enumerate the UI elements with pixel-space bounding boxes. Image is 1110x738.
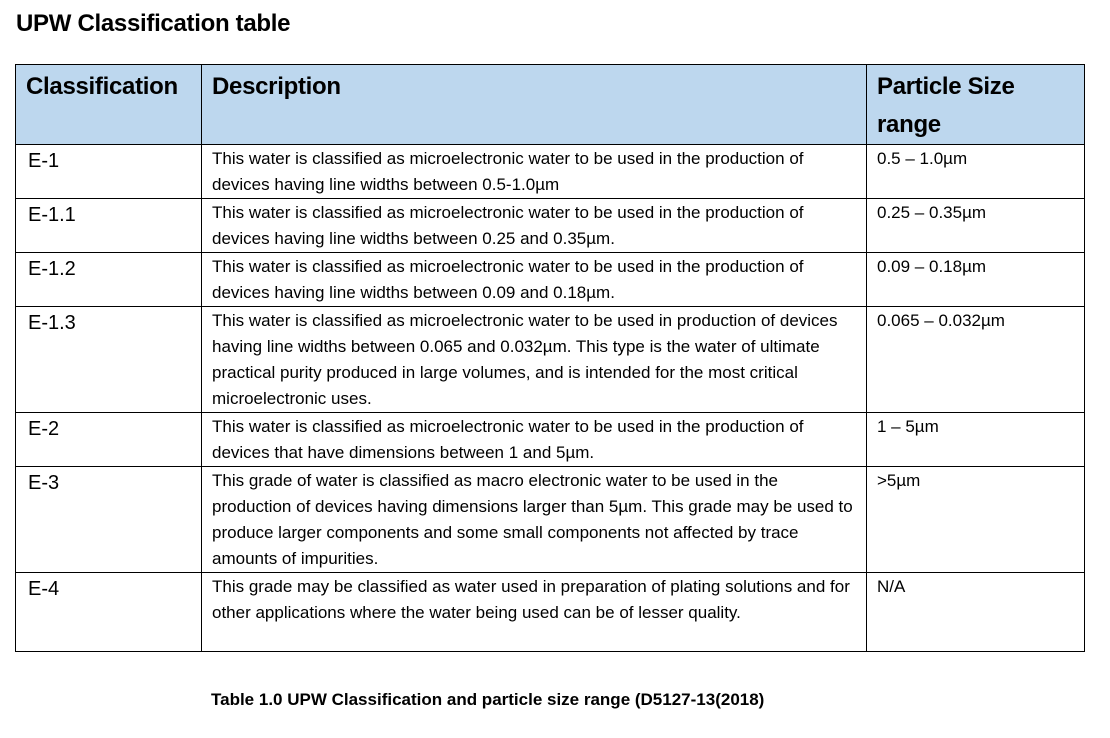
cell-particle-size: 0.25 – 0.35µm (867, 199, 1085, 253)
cell-description: This water is classified as microelectronic water to be used in the production of devices having line widths between 0.5-1.0µm (202, 145, 867, 199)
table-row (16, 413, 1085, 467)
cell-particle-size: N/A (867, 573, 1085, 652)
header-classification: Classification (16, 65, 202, 145)
cell-classification: E-1.2 (16, 253, 202, 307)
classification-table (15, 64, 1085, 652)
cell-description: This water is classified as microelectronic water to be used in the production of devices that have dimensions between 1 and 5µm. (202, 413, 867, 467)
page-title: UPW Classification table (16, 10, 291, 37)
cell-particle-size: 0.065 – 0.032µm (867, 307, 1085, 413)
cell-classification: E-1.1 (16, 199, 202, 253)
cell-classification: E-1 (16, 145, 202, 199)
cell-description: This water is classified as microelectronic water to be used in the production of devices having line widths between 0.25 and 0.35µm. (202, 199, 867, 253)
table-row (16, 145, 1085, 199)
table-caption: Table 1.0 UPW Classification and particle size range (D5127-13(2018) (211, 690, 765, 709)
cell-classification: E-4 (16, 573, 202, 652)
cell-description: This grade may be classified as water used in preparation of plating solutions and for other applications where the water being used can be of lesser quality. (202, 573, 867, 652)
cell-description: This grade of water is classified as macro electronic water to be used in the production of devices having dimensions larger than 5µm. This grade may be used to produce larger components and some small components not affected by trace amounts of impurities. (202, 467, 867, 573)
cell-particle-size: 0.09 – 0.18µm (867, 253, 1085, 307)
table-row (16, 573, 1085, 652)
cell-classification: E-3 (16, 467, 202, 573)
table-header-row (16, 65, 1085, 145)
cell-particle-size: 1 – 5µm (867, 413, 1085, 467)
table-row (16, 307, 1085, 413)
table-row (16, 199, 1085, 253)
cell-particle-size: 0.5 – 1.0µm (867, 145, 1085, 199)
cell-classification: E-1.3 (16, 307, 202, 413)
header-description: Description (202, 65, 867, 145)
cell-description: This water is classified as microelectronic water to be used in production of devices having line widths between 0.065 and 0.032µm. This type is the water of ultimate practical purity produced in large volumes, and is intended for the most critical microelectronic uses. (202, 307, 867, 413)
header-particle-size: Particle Size range (867, 65, 1085, 145)
table-row (16, 253, 1085, 307)
cell-description: This water is classified as microelectronic water to be used in the production of devices having line widths between 0.09 and 0.18µm. (202, 253, 867, 307)
cell-particle-size: >5µm (867, 467, 1085, 573)
table-row (16, 467, 1085, 573)
cell-classification: E-2 (16, 413, 202, 467)
